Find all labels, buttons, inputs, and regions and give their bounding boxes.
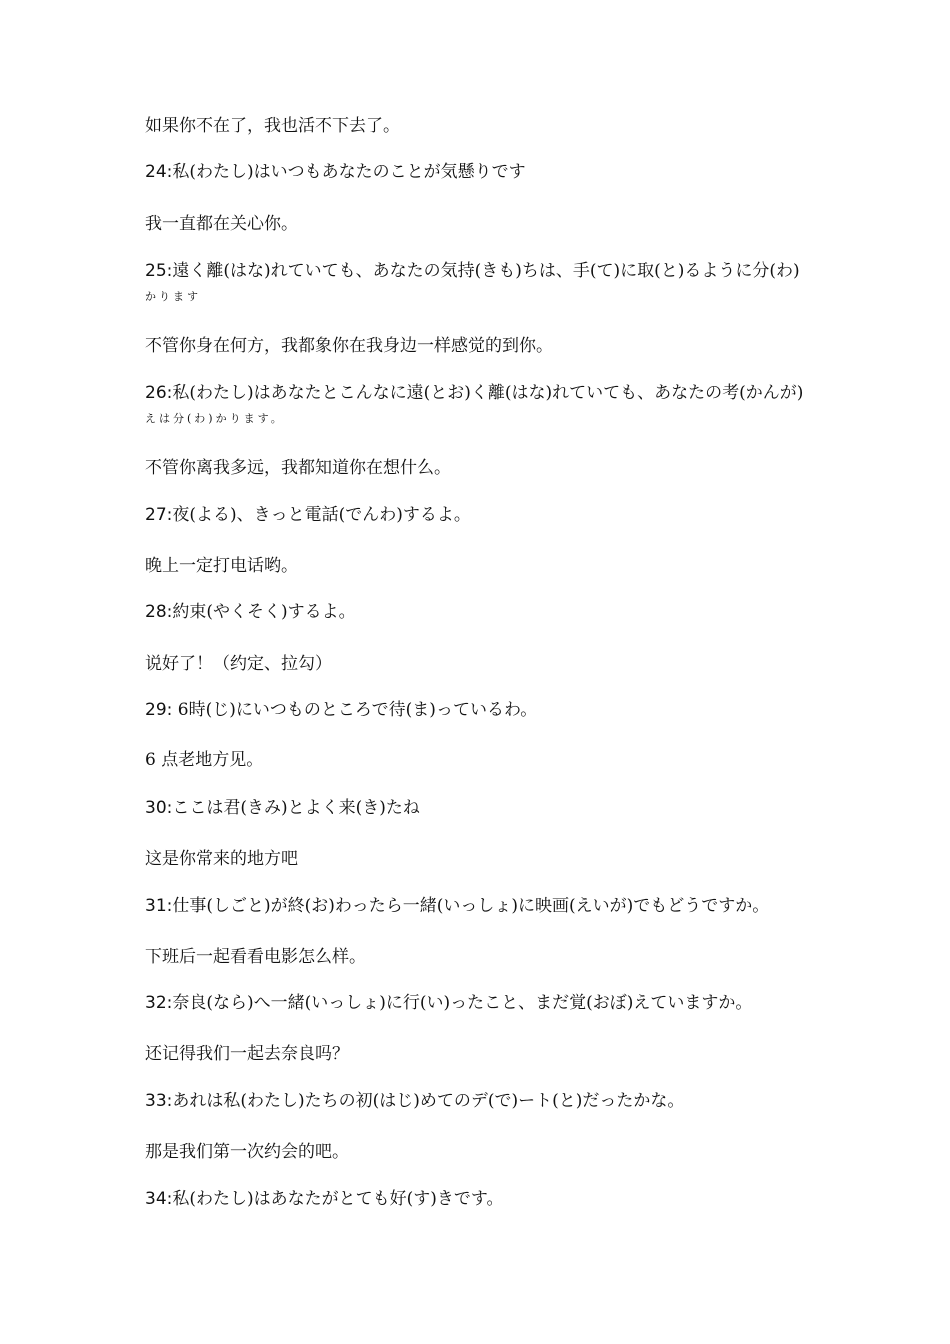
jp-sentence: 私(わたし)はあなたがとても好(す)きです。 [172,1189,504,1209]
entry-number: 29: [145,700,173,720]
entry-number: 24: [145,162,173,182]
jp-line-28 [145,600,825,624]
zh-line-31: 下班后一起看看电影怎么样。 [145,947,366,967]
entry-number: 34: [145,1189,173,1209]
jp-line-26-cont: えは分(わ)かります。 [145,412,285,425]
zh-line-32: 还记得我们一起去奈良吗？ [145,1044,349,1064]
jp-sentence: 夜(よる)、きっと電話(でんわ)するよ。 [172,505,471,525]
jp-sentence: ここは君(きみ)とよく来(き)たね [172,798,420,818]
zh-line-24: 我一直都在关心你。 [145,214,298,234]
entry-number: 28: [145,602,173,622]
jp-line-27 [145,503,825,527]
jp-sentence: 遠く離(はな)れていても、あなたの気持(きも)ちは、手(て)に取(と)るように分(わ) [172,261,800,281]
zh-line-25: 不管你身在何方，我都象你在我身边一样感觉的到你。 [145,336,553,356]
jp-sentence: 私(わたし)はあなたとこんなに遠(とお)く離(はな)れていても、あなたの考(かんが) [172,383,804,403]
jp-line-32 [145,991,825,1015]
entry-number: 25: [145,261,173,281]
jp-sentence: あれは私(わたし)たちの初(はじ)めてのデ(で)ート(と)だったかな。 [172,1091,685,1111]
jp-line-34 [145,1187,825,1211]
jp-sentence: 約束(やくそく)するよ。 [172,602,356,622]
zh-line-26: 不管你离我多远，我都知道你在想什么。 [145,458,451,478]
jp-line-33 [145,1089,825,1113]
jp-line-29 [145,698,825,722]
jp-sentence: 私(わたし)はいつもあなたのことが気懸りです [172,162,526,182]
entry-number: 26: [145,383,173,403]
jp-line-25-cont: かります [145,290,201,303]
zh-line-30: 这是你常来的地方吧 [145,849,298,869]
jp-sentence: 6時(じ)にいつものところで待(ま)っているわ。 [172,700,538,720]
jp-line-26 [145,381,825,405]
jp-sentence: 奈良(なら)へ一緒(いっしょ)に行(い)ったこと、まだ覚(おぼ)えていますか。 [172,993,753,1013]
zh-line-28: 说好了！（约定、拉勾） [145,654,332,674]
entry-number: 31: [145,896,173,916]
jp-line-30 [145,796,825,820]
jp-line-24 [145,160,825,184]
zh-line-intro: 如果你不在了，我也活不下去了。 [145,116,400,136]
jp-sentence: 仕事(しごと)が終(お)わったら一緒(いっしょ)に映画(えいが)でもどうですか。 [172,896,770,916]
entry-number: 27: [145,505,173,525]
jp-line-25 [145,259,825,283]
jp-line-31 [145,894,825,918]
entry-number: 33: [145,1091,173,1111]
zh-line-33: 那是我们第一次约会的吧。 [145,1142,349,1162]
zh-line-29: 6 点老地方见。 [145,750,264,770]
zh-line-27: 晚上一定打电话哟。 [145,556,298,576]
entry-number: 30: [145,798,173,818]
entry-number: 32: [145,993,173,1013]
